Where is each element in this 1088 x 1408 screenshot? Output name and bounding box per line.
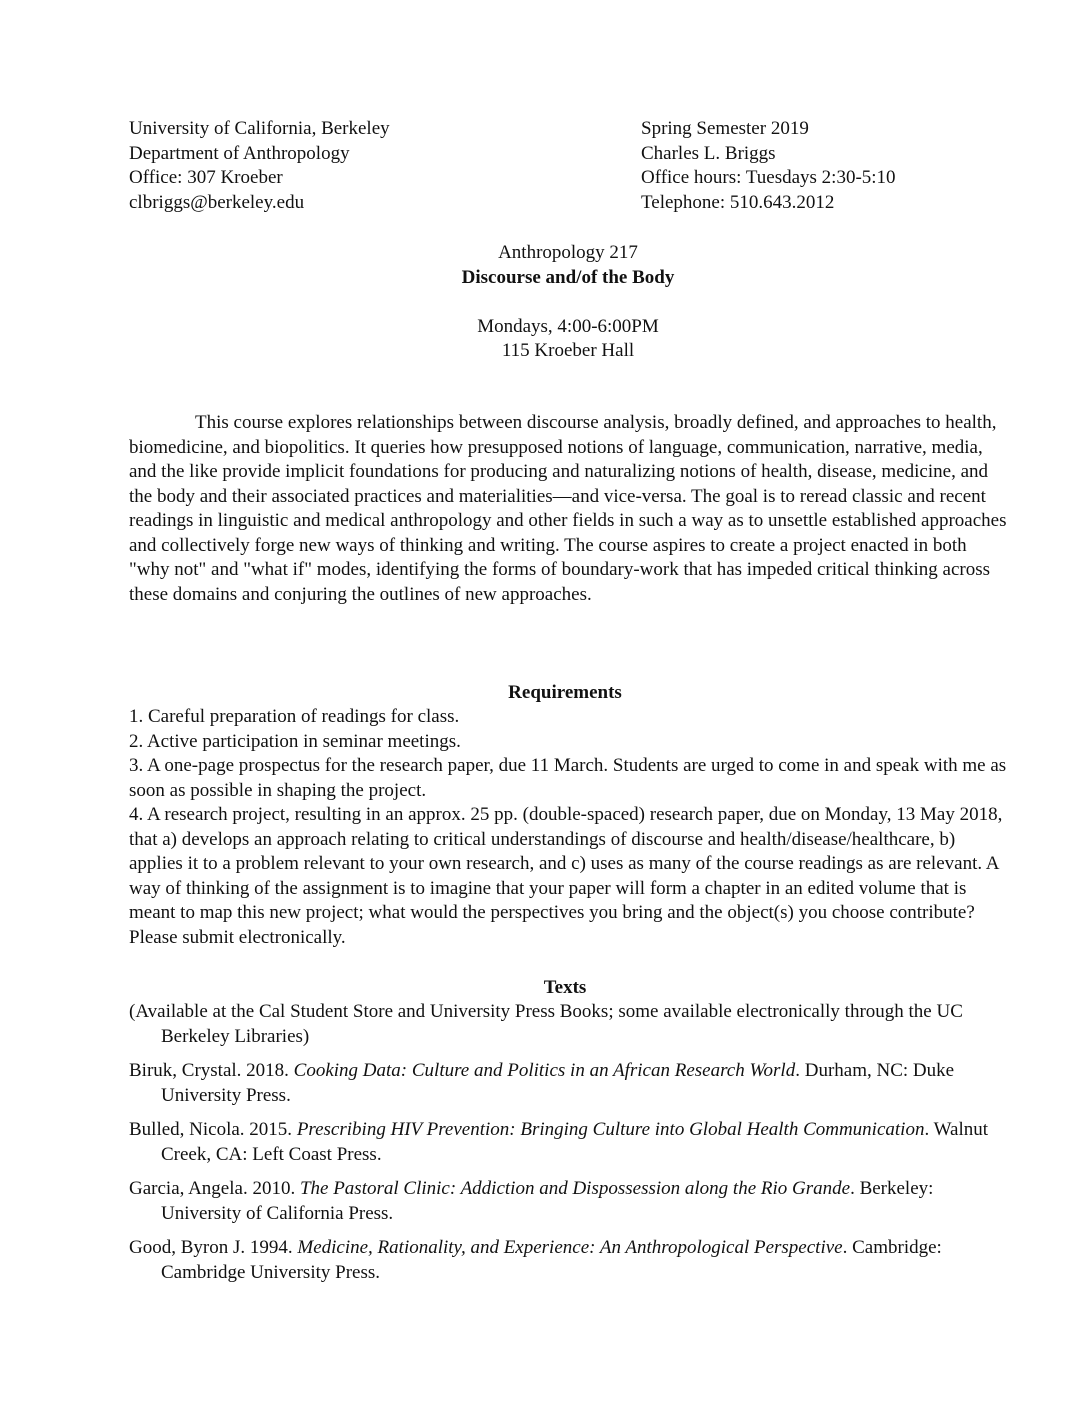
bibliography-entry [129,1236,1009,1285]
entry-publisher: . Cambridge: Cambridge University Press. [161,1237,942,1283]
requirement-item: 3. A one-page prospectus for the research paper, due 11 March. Students are urged to come in and speak with me as soon as possible in shaping the project. [129,755,1007,801]
department-name: Department of Anthropology [129,142,350,164]
semester: Spring Semester 2019 [641,118,809,139]
requirements-list [129,705,1009,950]
meeting-room: 115 Kroeber Hall [501,340,635,361]
entry-title: Medicine, Rationality, and Experience: An Anthropological Perspective [297,1237,843,1258]
bibliography-entry [129,1118,1009,1167]
course-title: Discourse and/of the Body [461,267,675,288]
header-left [129,117,390,215]
requirements-heading: Requirements [508,682,622,703]
entry-title: Cooking Data: Culture and Politics in an African Research World [293,1060,796,1081]
texts-availability-note: (Available at the Cal Student Store and University Press Books; some available electronically through the UC Berkeley Libraries) [129,1001,963,1047]
instructor-name: Charles L. Briggs [641,142,776,164]
texts-list [129,1000,1009,1295]
meeting-time: Mondays, 4:00-6:00PM [477,316,659,337]
telephone: Telephone: 510.643.2012 [641,191,835,213]
header-right [641,117,896,215]
university-name: University of California, Berkeley [129,118,390,139]
requirement-item: 4. A research project, resulting in an approx. 25 pp. (double-spaced) research paper, due on Monday, 13 May 2018, that a) develops an approach relating to critical understandings of discourse and health/disease/healthcare, b) applies it to a problem relevant to your own research, and c) uses as many of the course readings as are relevant. A way of thinking of the assignment is to imagine that your paper will form a chapter in an edited volume that is meant to map this new project; what would the perspectives you bring and the object(s) you choose contribute? Please submit electronically. [129,804,1003,948]
entry-author: Bulled, Nicola. 2015. [129,1119,297,1140]
entry-publisher: . Berkeley: University of California Press. [161,1178,934,1224]
entry-publisher: . Durham, NC: Duke University Press. [161,1060,955,1106]
entry-author: Good, Byron J. 1994. [129,1237,298,1258]
course-number: Anthropology 217 [498,242,638,263]
entry-title: Prescribing HIV Prevention: Bringing Culture into Global Health Communication [296,1119,925,1140]
requirement-item: 1. Careful preparation of readings for class. [129,706,460,727]
entry-publisher: . Walnut Creek, CA: Left Coast Press. [161,1119,989,1165]
entry-author: Biruk, Crystal. 2018. [129,1060,294,1081]
texts-heading: Texts [543,977,587,998]
bibliography-entry [129,1177,1009,1226]
email-address: clbriggs@berkeley.edu [129,191,305,213]
course-description: This course explores relationships between discourse analysis, broadly defined, and approaches to health, biomedicine, and biopolitics. It queries how presupposed notions of language, communication, narrative, media, and the like provide implicit foundations for producing and naturalizing notions of health, disease, medicine, and the body and their associated practices and materialities—and vice-versa. The goal is to reread classic and recent readings in linguistic and medical anthropology and other fields in such a way as to unsettle established approaches and collectively forge new ways of thinking and writing. The course aspires to create a project enacted in both "why not" and "what if" modes, identifying the forms of boundary-work that has impeded critical thinking across these domains and conjuring the outlines of new approaches. [129,412,1007,605]
office-hours: Office hours: Tuesdays 2:30-5:10 [641,167,896,188]
bibliography-entry [129,1059,1009,1108]
office-location: Office: 307 Kroeber [129,167,283,188]
entry-author: Garcia, Angela. 2010. [129,1178,300,1199]
requirement-item: 2. Active participation in seminar meetings. [129,730,461,752]
entry-title: The Pastoral Clinic: Addiction and Dispossession along the Rio Grande [299,1178,851,1199]
